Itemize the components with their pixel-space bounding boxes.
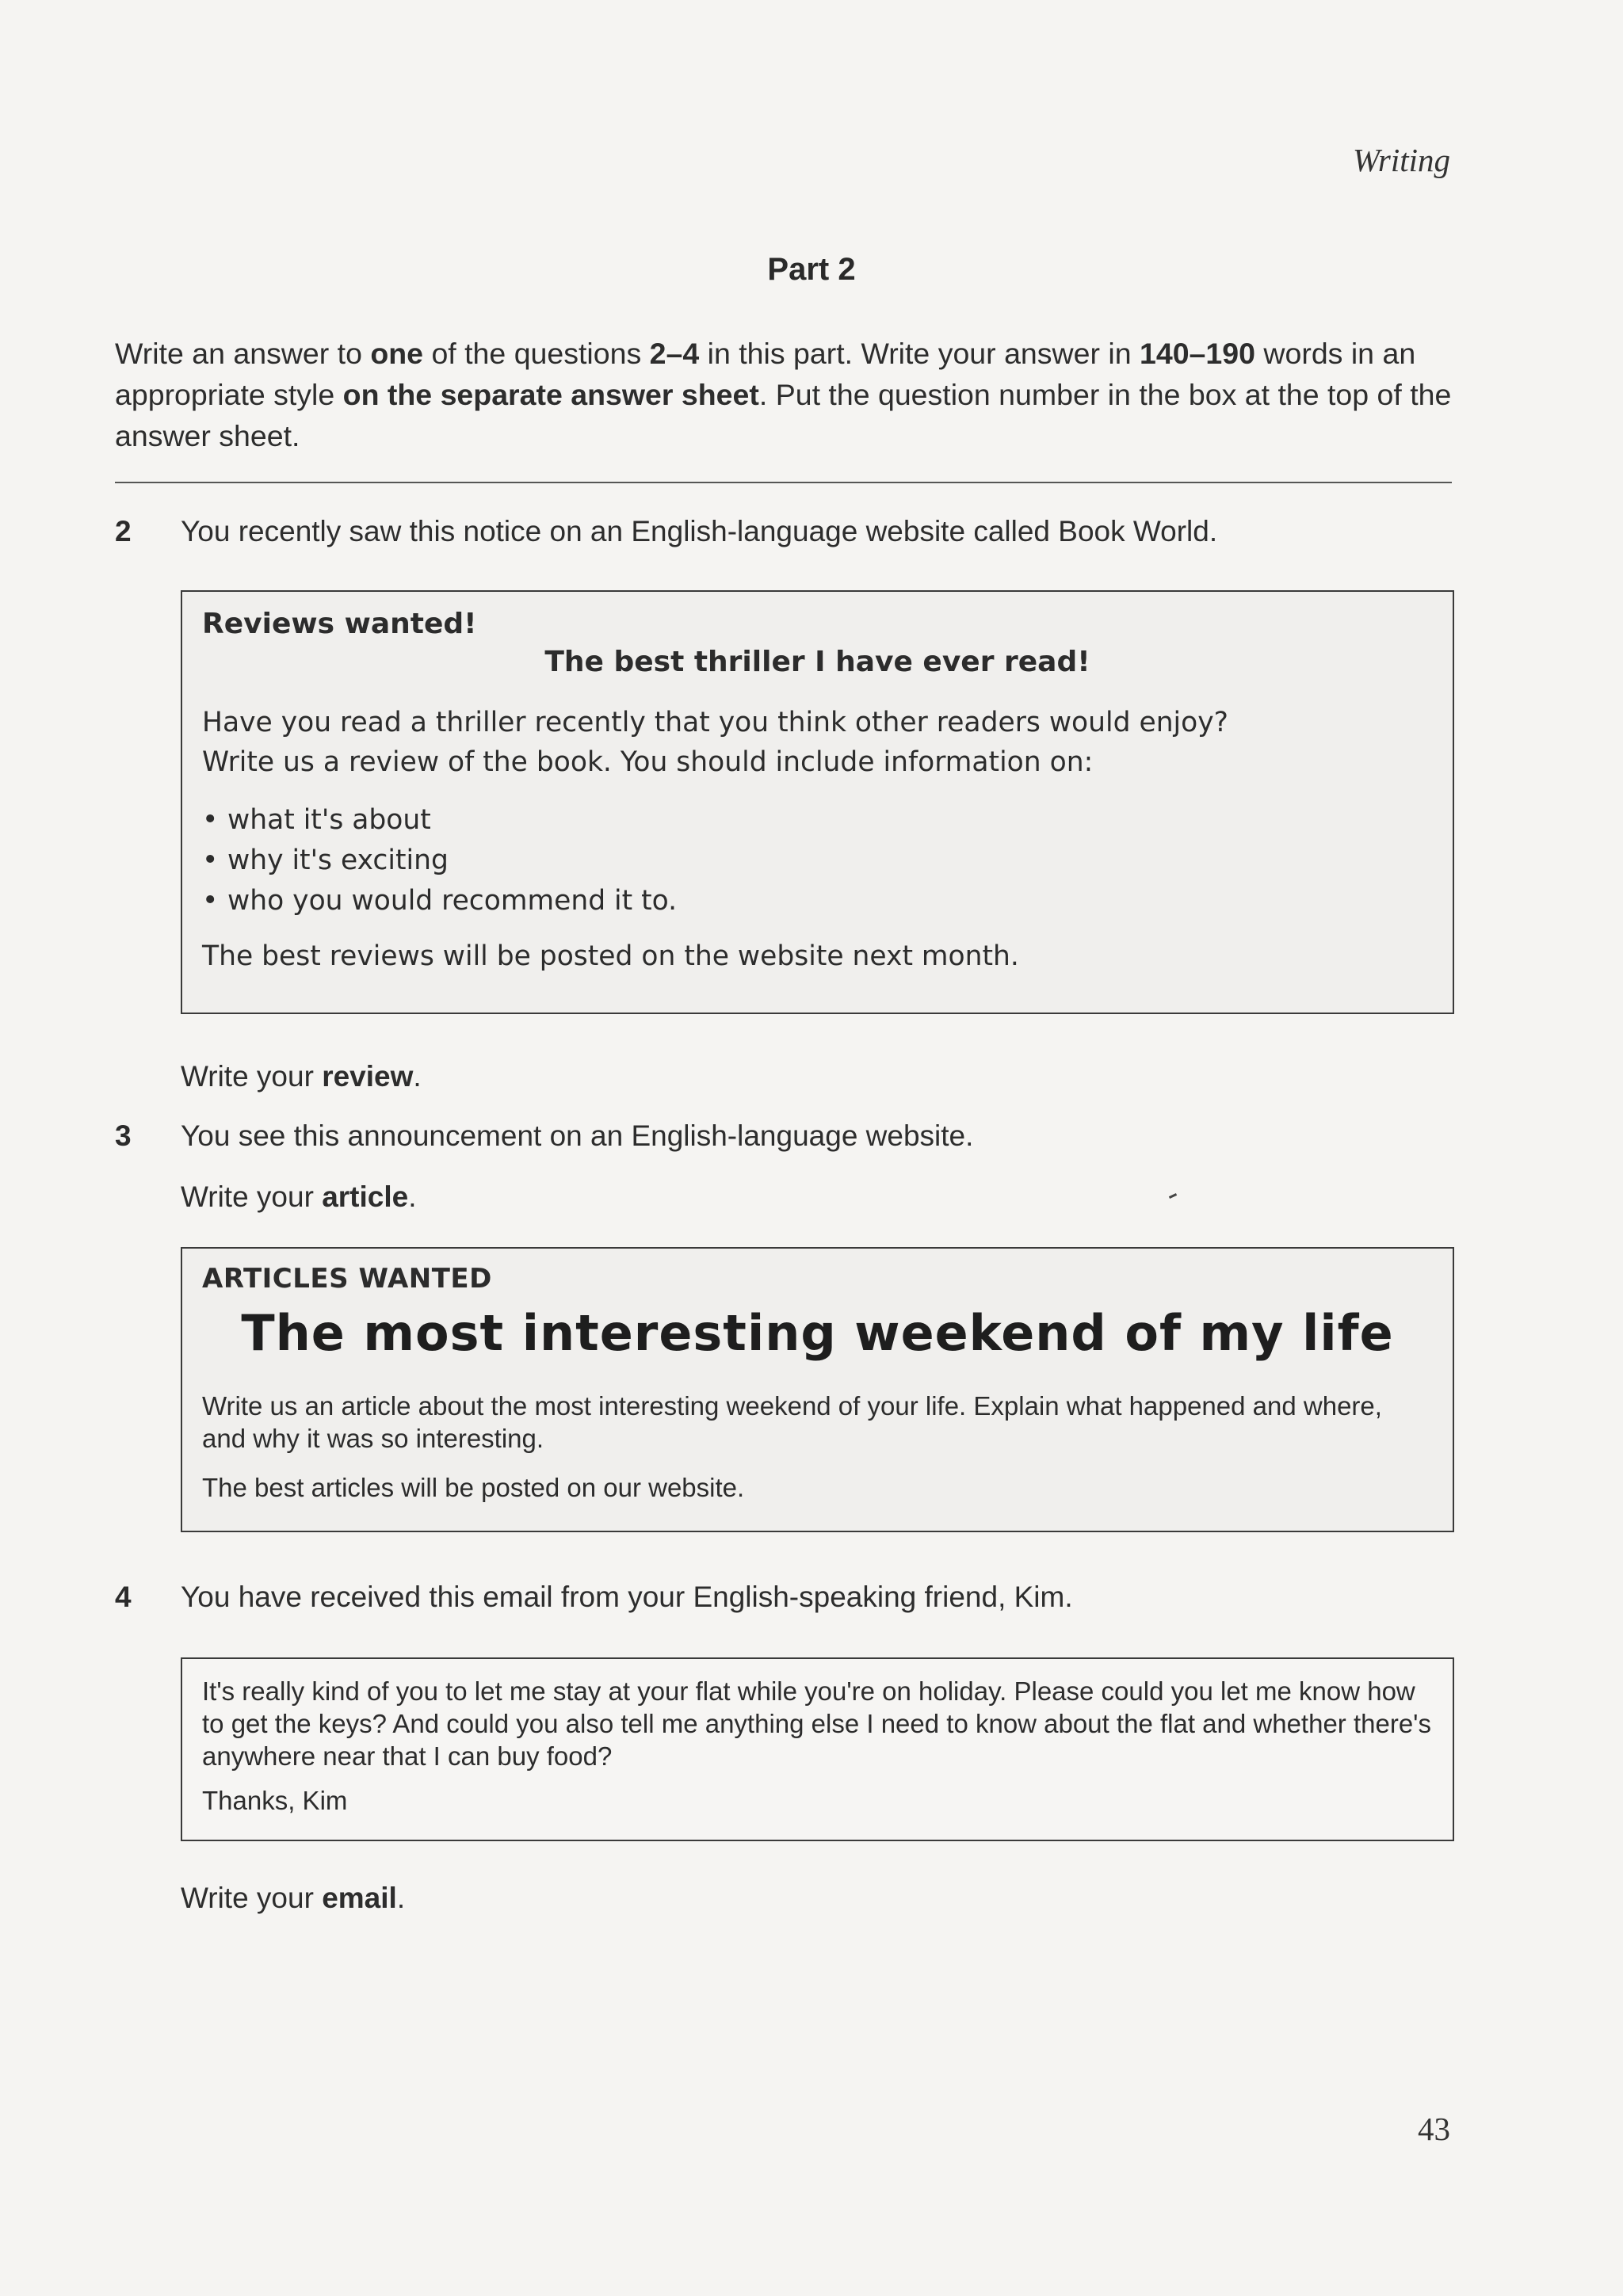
question-3-prompt: You see this announcement on an English-language website. (181, 1119, 974, 1152)
notice-heading: Reviews wanted! (202, 608, 477, 640)
notice-bullet-list (202, 800, 677, 921)
question-number-4: 4 (115, 1581, 132, 1613)
running-header: Writing (1352, 142, 1450, 178)
question-2-task: Write your review. (181, 1060, 422, 1093)
print-speck (1169, 1193, 1177, 1199)
notice-heading: ARTICLES WANTED (202, 1263, 492, 1295)
question-number-3: 3 (115, 1119, 132, 1152)
question-3-task: Write your article. (181, 1180, 417, 1213)
notice-closing: The best reviews will be posted on the website next month. (202, 940, 1019, 972)
notice-closing: The best articles will be posted on our website. (202, 1473, 745, 1502)
page-number: 43 (1418, 2111, 1450, 2147)
email-box (181, 1657, 1454, 1841)
notice-body: Have you read a thriller recently that you think other readers would enjoy? Write us a review of the book. You should include information on: (202, 707, 1228, 778)
part-title: Part 2 (767, 252, 856, 287)
section-divider (115, 482, 1452, 483)
notice-body: Write us an article about the most interesting weekend of your life. Explain what happened and where, and why it was so interesting. (202, 1391, 1382, 1453)
question-2-prompt: You recently saw this notice on an English-language website called Book World. (181, 515, 1218, 547)
email-signoff: Thanks, Kim (202, 1786, 348, 1815)
email-body: It's really kind of you to let me stay at your flat while you're on holiday. Please could you let me know how to get the keys? And could you also tell me anything else I need to know about the flat and whether there's anywhere near that I can buy food? (202, 1676, 1431, 1771)
question-number-2: 2 (115, 515, 132, 547)
notice-title: The most interesting weekend of my life (241, 1304, 1394, 1362)
article-notice-box (181, 1247, 1454, 1532)
question-4-prompt: You have received this email from your English-speaking friend, Kim. (181, 1581, 1073, 1613)
instructions: Write an answer to one of the questions 2–4 in this part. Write your answer in 140–190 words in an appropriate style on the separate answer sheet. Put the question number in the box at the top of the answer sheet. (115, 337, 1452, 452)
question-4-task: Write your email. (181, 1882, 406, 1914)
list-item: • why it's exciting (202, 841, 677, 881)
list-item: • who you would recommend it to. (202, 881, 677, 921)
list-item: • what it's about (202, 800, 677, 841)
review-notice-box (181, 590, 1454, 1014)
notice-subheading: The best thriller I have ever read! (544, 646, 1090, 678)
